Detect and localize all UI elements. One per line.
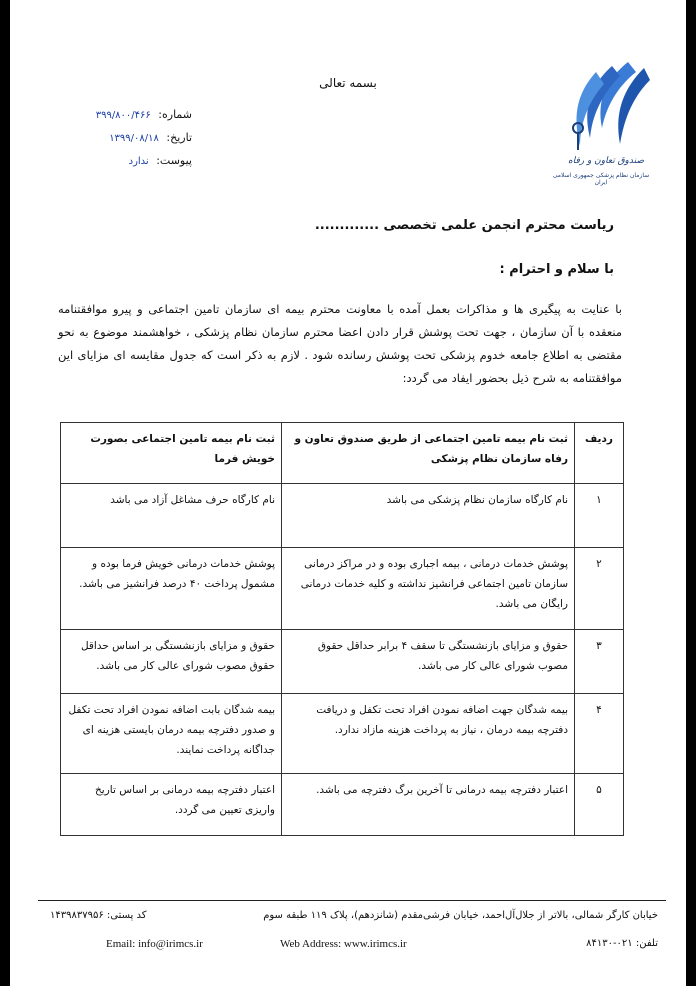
attachment-value: ندارد	[128, 156, 149, 167]
cell-self-employed: بیمه شدگان بابت اضافه نمودن افراد تحت تکفل و صدور دفترچه بیمه درمان بایستی هزینه ای جداگانه پرداخت نمایند.	[61, 694, 282, 774]
postal-value: ۱۴۳۹۸۳۷۹۵۶	[50, 910, 104, 921]
letter-body: با عنایت به پیگیری ها و مذاکرات بعمل آمده با معاونت محترم بیمه ای سازمان تامین اجتماعی و پیرو موافقتنامه منعقده با آن سازمان ، جهت تحت پوشش قرار دادن اعضا محترم سازمان نظام پزشکی ، خواهشمند موضوع به نحو مقتضی به اطلاع جامعه خدوم پزشکی تحت پوشش رسانده شود . لازم به ذکر است که جدول مقایسه ای مزایای این موافقتنامه به شرح ذیل بحضور ایفاد می گردد:	[58, 302, 622, 385]
header-self-employed: ثبت نام بیمه تامین اجتماعی بصورت خویش فرما	[61, 423, 282, 484]
cell-self-employed: نام کارگاه حرف مشاغل آزاد می باشد	[61, 484, 282, 548]
table-row	[61, 548, 624, 630]
cell-via-fund: پوشش خدمات درمانی ، بیمه اجباری بوده و در مراکز درمانی سازمان تامین اجتماعی فرانشیز نداشته و کلیه خدمات درمانی رایگان می باشد.	[282, 548, 575, 630]
letter-date	[52, 131, 192, 144]
header-title: بسمه تعالی	[319, 76, 377, 90]
cell-self-employed: پوشش خدمات درمانی خویش فرما بوده و مشمول پرداخت ۴۰ درصد فرانشیز می باشد.	[61, 548, 282, 630]
cell-via-fund: بیمه شدگان جهت اضافه نمودن افراد تحت تکفل و دریافت دفترچه بیمه درمان ، نیاز به پرداخت هزینه مازاد ندارد.	[282, 694, 575, 774]
logo-subtitle: سازمان نظام پزشکی جمهوری اسلامی ایران	[552, 172, 650, 186]
table-row	[61, 630, 624, 694]
footer-phone	[586, 938, 658, 949]
row-number: ۴	[575, 694, 624, 774]
letter-attachment	[52, 154, 192, 167]
date-value: ۱۳۹۹/۰۸/۱۸	[109, 133, 159, 144]
comparison-table	[60, 422, 624, 836]
table-header-row	[61, 423, 624, 484]
postal-label: کد پستی:	[106, 910, 147, 921]
row-number: ۲	[575, 548, 624, 630]
cell-via-fund: نام کارگاه سازمان نظام پزشکی می باشد	[282, 484, 575, 548]
web-link[interactable]: www.irimcs.ir	[343, 938, 407, 950]
greeting: با سلام و احترام :	[499, 262, 614, 277]
cell-via-fund: اعتبار دفترچه بیمه درمانی تا آخرین برگ دفترچه می باشد.	[282, 774, 575, 836]
letter-page	[10, 0, 686, 986]
addressee: ریاست محترم انجمن علمی تخصصی .............	[314, 218, 614, 233]
row-number: ۳	[575, 630, 624, 694]
number-value: ۳۹۹/۸۰۰/۴۶۶	[95, 110, 151, 121]
tel-value: ۰۲۱-۸۴۱۳۰	[586, 938, 633, 949]
row-number: ۱	[575, 484, 624, 548]
tel-label: تلفن:	[635, 938, 658, 949]
table-row	[61, 694, 624, 774]
letter-number	[52, 108, 192, 121]
footer-website[interactable]	[280, 938, 407, 950]
cell-via-fund: حقوق و مزایای بازنشستگی تا سقف ۴ برابر حداقل حقوق مصوب شورای عالی کار می باشد.	[282, 630, 575, 694]
attachment-label: پیوست:	[156, 154, 192, 167]
footer-address: خیابان کارگر شمالی، بالاتر از جلال‌آل‌احمد، خیابان فرشی‌مقدم (شانزدهم)، پلاک ۱۱۹ طبقه سوم	[263, 910, 658, 921]
header-row-number: ردیف	[575, 423, 624, 484]
email-label: Email:	[106, 938, 136, 950]
cell-self-employed: حقوق و مزایای بازنشستگی بر اساس حداقل حقوق مصوب شورای عالی کار می باشد.	[61, 630, 282, 694]
footer-divider	[38, 900, 666, 901]
email-link[interactable]: info@irimcs.ir	[138, 938, 203, 950]
logo-name: صندوق تعاون و رفاه	[568, 156, 644, 166]
date-label: تاریخ:	[166, 131, 192, 144]
footer-postal-code	[50, 910, 147, 921]
table-row	[61, 774, 624, 836]
table-row	[61, 484, 624, 548]
footer-email[interactable]	[106, 938, 203, 950]
web-label: Web Address:	[280, 938, 342, 950]
cell-self-employed: اعتبار دفترچه بیمه درمانی بر اساس تاریخ واریزی تعیین می گردد.	[61, 774, 282, 836]
header-via-fund: ثبت نام بیمه تامین اجتماعی از طریق صندوق تعاون و رفاه سازمان نظام پزشکی	[282, 423, 575, 484]
number-label: شماره:	[158, 108, 192, 121]
row-number: ۵	[575, 774, 624, 836]
